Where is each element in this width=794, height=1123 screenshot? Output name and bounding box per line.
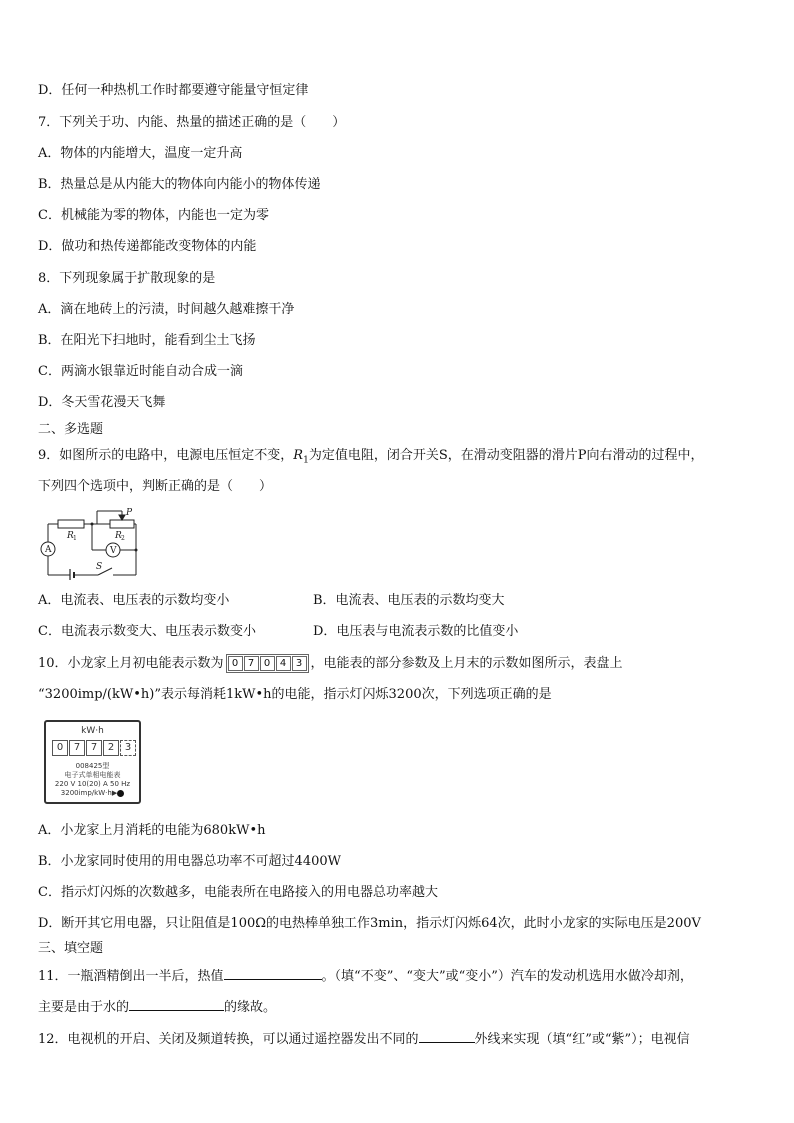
- option-9b: B．电流表、电压表的示数均变大: [313, 593, 505, 608]
- option-7a: A．物体的内能增大，温度一定升高: [38, 146, 243, 161]
- circuit-diagram: [40, 505, 142, 580]
- q10-pre: 10．小龙家上月初电能表示数为: [38, 656, 224, 671]
- section-heading-multi-choice: 二、多选题: [38, 422, 104, 437]
- option-7d: D．做功和热传递都能改变物体的内能: [38, 239, 257, 254]
- ammeter-label: A: [45, 545, 52, 555]
- option-7c: C．机械能为零的物体，内能也一定为零: [38, 208, 269, 223]
- option-10b: B．小龙家同时使用的用电器总功率不可超过4400W: [38, 854, 341, 869]
- s-label: S: [96, 562, 103, 572]
- q9-r1-sub: 1: [303, 455, 309, 466]
- voltmeter-label: V: [110, 546, 117, 556]
- option-8c: C．两滴水银靠近时能自动合成一滴: [38, 364, 243, 379]
- question-8: 8．下列现象属于扩散现象的是: [38, 271, 216, 286]
- option-6d: D．任何一种热机工作时都要遵守能量守恒定律: [38, 83, 309, 98]
- option-8a: A．滴在地砖上的污渍，时间越久越难擦干净: [38, 302, 295, 317]
- r1-label: R: [67, 531, 74, 541]
- question-12-line1: 12．电视机的开启、关闭及频道转换，可以通过遥控器发出不同的 外线来实现（填“红”或“紫”）；电视信: [38, 1032, 690, 1047]
- option-10a: A．小龙家上月消耗的电能为680kW•h: [38, 823, 266, 838]
- option-8d: D．冬天雪花漫天飞舞: [38, 395, 166, 410]
- q9-pre: 9．如图所示的电路中，电源电压恒定不变，: [38, 448, 294, 463]
- r2-label: R: [115, 531, 122, 541]
- blank-12-1[interactable]: [419, 1030, 475, 1043]
- option-10d: D．断开其它用电器，只让阻值是100Ω的电热棒单独工作3min，指示灯闪烁64次，此时小龙家的实际电压是200V: [38, 916, 701, 931]
- blank-11-1[interactable]: [224, 967, 322, 980]
- q10-post: ，电能表的部分参数及上月末的示数如图所示，表盘上: [310, 656, 623, 671]
- resistor-r1: [58, 520, 84, 528]
- question-9-line1: [38, 447, 703, 470]
- question-11-line2: 主要是由于水的 的缘故。: [38, 1000, 277, 1015]
- p-label: P: [126, 508, 133, 518]
- option-7b: B．热量总是从内能大的物体向内能小的物体传递: [38, 177, 321, 192]
- section-heading-fill-blank: 三、填空题: [38, 941, 104, 956]
- indicator-light-icon: [117, 790, 124, 797]
- option-10c: C．指示灯闪烁的次数越多，电能表所在电路接入的用电器总功率越大: [38, 885, 438, 900]
- electric-meter-figure: [44, 720, 141, 804]
- meter-unit: kW·h: [81, 726, 104, 736]
- question-9-line2: 下列四个选项中，判断正确的是（ ）: [38, 479, 273, 494]
- meter-name: 电子式单相电能表: [64, 771, 121, 779]
- meter-imp: 3200imp/kW·h▶: [46, 789, 139, 798]
- meter-model: 008425型: [75, 762, 110, 770]
- r1-sub: 1: [73, 535, 77, 542]
- question-11-line1: 11．一瓶酒精倒出一半后，热值 。（填“不变”、“变大”或“变小”）汽车的发动机选用水做冷却剂，: [38, 969, 693, 984]
- question-10-line2: “3200imp/(kW•h)”表示每消耗1kW•h的电能，指示灯闪烁3200次，下列选项正确的是: [38, 687, 552, 702]
- option-9d: D．电压表与电流表示数的比值变小: [313, 624, 519, 639]
- q9-r1: R: [293, 448, 304, 463]
- r2-sub: 2: [121, 535, 125, 542]
- option-9c: C．电流表示数变大、电压表示数变小: [38, 624, 256, 639]
- meter-digits: 0 7 7 2 3: [52, 740, 137, 756]
- resistor-r2: [110, 520, 134, 528]
- q9-post: 为定值电阻，闭合开关S，在滑动变阻器的滑片P向右滑动的过程中，: [308, 448, 704, 463]
- option-8b: B．在阳光下扫地时，能看到尘土飞扬: [38, 333, 256, 348]
- question-10-line1: [38, 654, 623, 673]
- meter-rating: 220 V 10(20) A 50 Hz: [54, 780, 131, 788]
- option-9a: A．电流表、电压表的示数均变小: [38, 593, 230, 608]
- blank-11-2[interactable]: [129, 998, 224, 1011]
- question-7: 7．下列关于功、内能、热量的描述正确的是（ ）: [38, 115, 346, 130]
- initial-meter-reading: 0 7 0 4 3: [226, 654, 309, 673]
